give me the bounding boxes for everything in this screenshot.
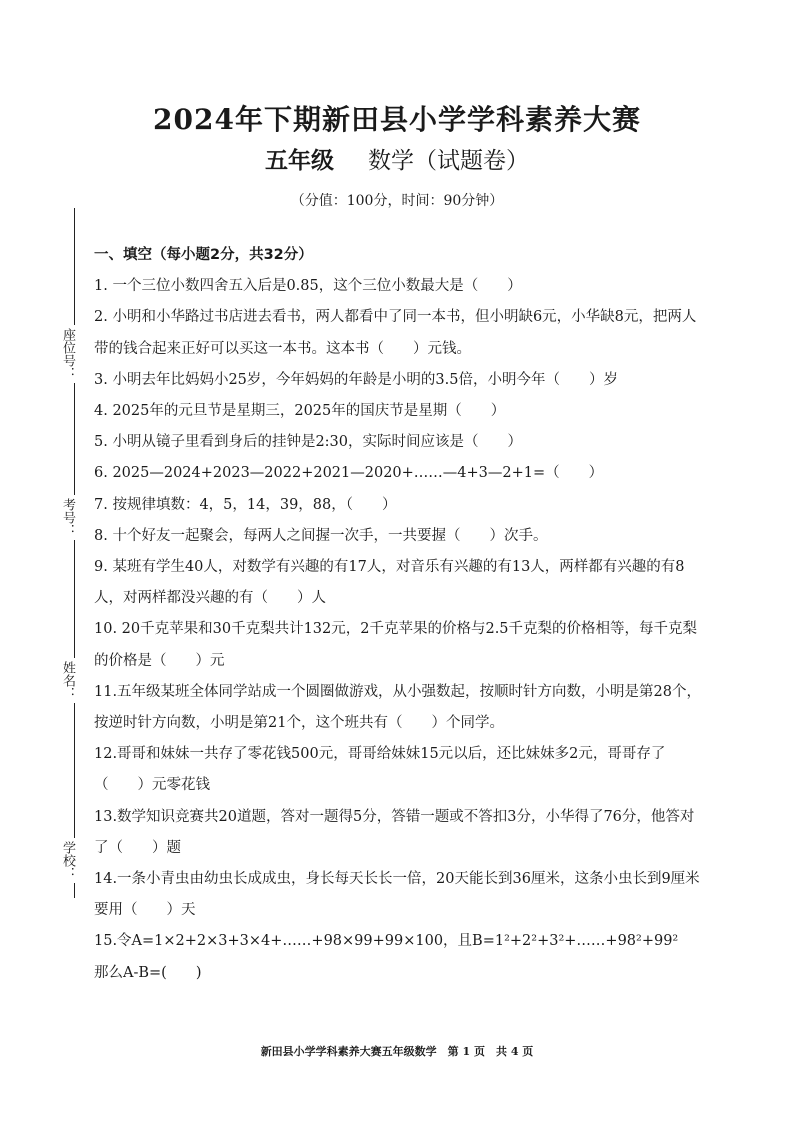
question-13: 13.数学知识竞赛共20道题，答对一题得5分，答错一题或不答扣3分，小华得了76分，他答对了（ ）题 — [94, 808, 695, 856]
name-label: 姓名： — [56, 658, 78, 703]
question-2: 2. 小明和小华路过书店进去看书，两人都看中了同一本书，但小明缺6元，小华缺8元，把两人带的钱合起来正好可以买这一本书。这本书（ ）元钱。 — [94, 309, 697, 357]
question-6: 6. 2025—2024+2023—2022+2021—2020+……—4+3—2+1=（ ） — [94, 465, 604, 482]
grade-label: 五年级 — [265, 147, 334, 174]
exam-number-label: 考号： — [56, 495, 78, 540]
question-8: 8. 十个好友一起聚会，每两人之间握一次手，一共要握（ ）次手。 — [94, 527, 548, 544]
school-label: 学校： — [56, 838, 78, 883]
question-9: 9. 某班有学生40人，对数学有兴趣的有17人，对音乐有兴趣的有13人，两样都有兴趣的有8人，对两样都没兴趣的有（ ）人 — [94, 559, 685, 607]
question-14: 14.一条小青虫由幼虫长成成虫，身长每天长长一倍，20天能长到36厘米，这条小虫长到9厘米要用（ ）天 — [94, 871, 700, 919]
question-11: 11.五年级某班全体同学站成一个圆圈做游戏，从小强数起，按顺时针方向数，小明是第28个，按逆时针方向数，小明是第21个，这个班共有（ ）个同学。 — [94, 683, 702, 732]
score-time-info: （分值：100分，时间：90分钟） — [290, 193, 504, 209]
question-3: 3. 小明去年比妈妈小25岁，今年妈妈的年龄是小明的3.5倍，小明今年（ ）岁 — [94, 371, 618, 388]
exam-title: 2024年下期新田县小学学科素养大赛 — [153, 103, 641, 136]
question-15-continuation: 那么A-B=( ) — [94, 964, 202, 981]
section-heading: 一、填空（每小题2分，共32分） — [94, 247, 313, 263]
question-section — [94, 240, 706, 989]
question-12: 12.哥哥和妹妹一共存了零花钱500元，哥哥给妹妹15元以后，还比妹妹多2元，哥哥存了（ ）元零花钱 — [94, 746, 666, 794]
binding-line — [74, 208, 75, 898]
exam-subtitle — [0, 142, 794, 175]
page-footer: 新田县小学学科素养大赛五年级数学 第 1 页 共 4 页 — [260, 1045, 534, 1058]
seat-number-label: 座位号： — [56, 325, 78, 383]
question-1: 1. 一个三位小数四舍五入后是0.85，这个三位小数最大是（ ） — [94, 278, 522, 295]
question-5: 5. 小明从镜子里看到身后的挂钟是2:30，实际时间应该是（ ） — [94, 434, 523, 451]
subject-label: 数学（试题卷） — [368, 148, 529, 174]
question-4: 4. 2025年的元旦节是星期三，2025年的国庆节是星期（ ） — [94, 403, 506, 420]
question-15: 15.令A=1×2+2×3+3×4+……+98×99+99×100，且B=1²+2²+3²+……+98²+99² — [94, 933, 679, 950]
question-7: 7. 按规律填数：4，5，14，39，88，（ ） — [94, 496, 397, 513]
question-10: 10. 20千克苹果和30千克梨共计132元，2千克苹果的价格与2.5千克梨的价格相等，每千克梨的价格是（ ）元 — [94, 621, 698, 669]
